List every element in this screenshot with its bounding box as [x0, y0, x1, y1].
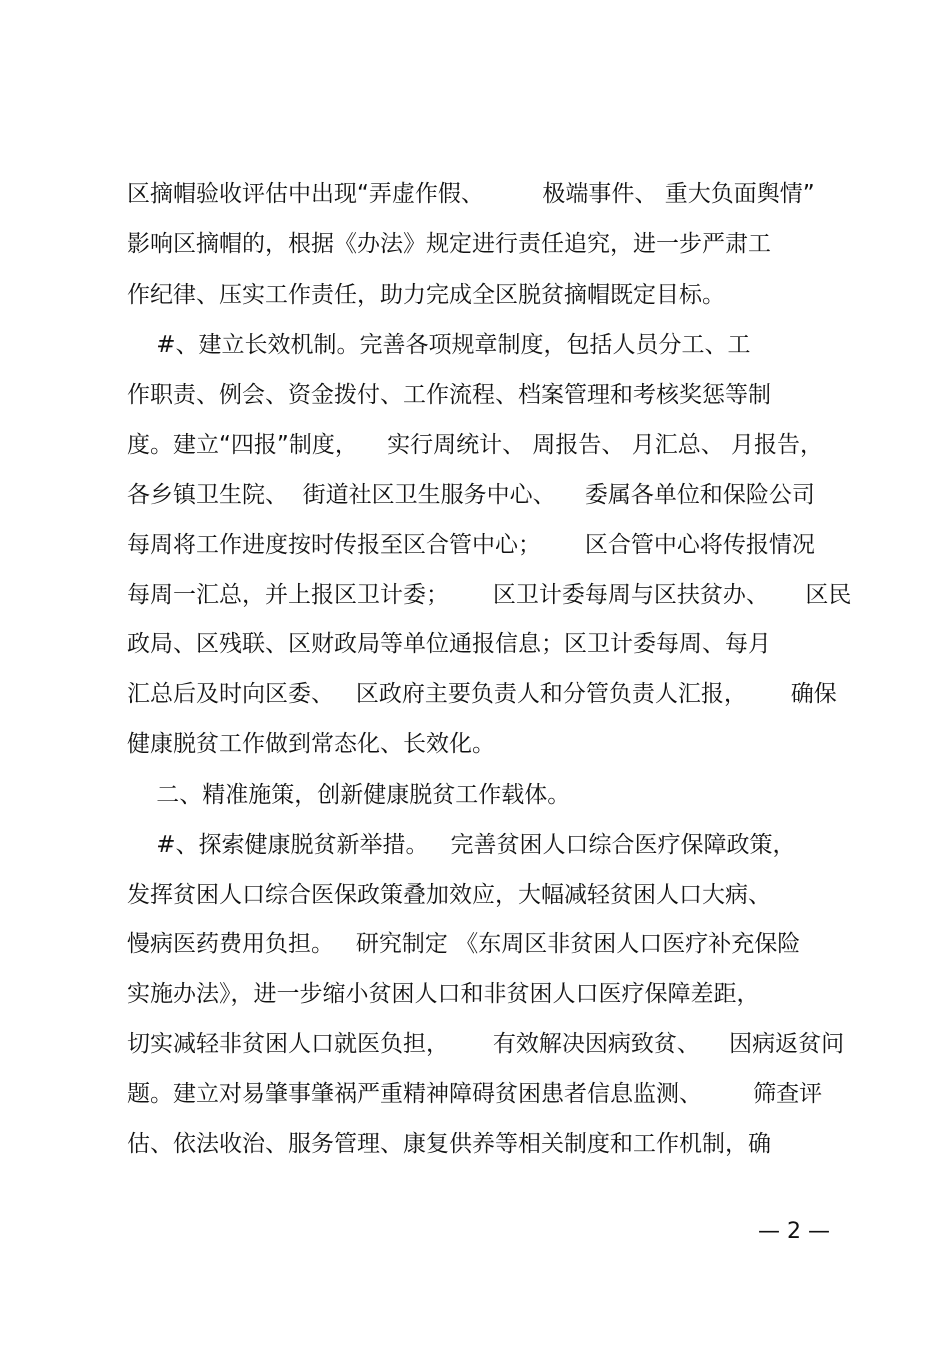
text-line-7: 各乡镇卫生院、 街道社区卫生服务中心、 委属各单位和保险公司 [127, 482, 815, 508]
text-line-10: 政局、区残联、区财政局等单位通报信息；区卫计委每周、每月 [127, 631, 771, 657]
text-line-19: 题。建立对易肇事肇祸严重精神障碍贫困患者信息监测、 筛查评 [127, 1081, 823, 1107]
text-line-4: #、建立长效机制。完善各项规章制度，包括人员分工、工 [127, 332, 751, 358]
text-line-9: 每周一汇总，并上报区卫计委； 区卫计委每周与区扶贫办、 区民 [127, 582, 852, 608]
text-line-1: 区摘帽验收评估中出现“弄虚作假、 极端事件、 重大负面舆情” [127, 181, 815, 207]
text-line-14: #、探索健康脱贫新举措。 完善贫困人口综合医疗保障政策， [127, 832, 796, 858]
text-line-17: 实施办法》，进一步缩小贫困人口和非贫困人口医疗保障差距， [127, 981, 760, 1007]
text-line-11: 汇总后及时向区委、 区政府主要负责人和分管负责人汇报， 确保 [127, 681, 837, 707]
page-number: — 2 — [758, 1219, 830, 1244]
text-line-15: 发挥贫困人口综合医保政策叠加效应，大幅减轻贫困人口大病、 [127, 882, 771, 908]
text-line-16: 慢病医药费用负担。 研究制定 《东周区非贫困人口医疗补充保险 [127, 931, 801, 957]
text-line-6: 度。建立“四报”制度， 实行周统计、 周报告、 月汇总、 月报告， [127, 432, 824, 458]
text-line-20: 估、依法收治、服务管理、康复供养等相关制度和工作机制，确 [127, 1131, 771, 1157]
text-line-5: 作职责、例会、资金拨付、工作流程、档案管理和考核奖惩等制 [127, 382, 771, 408]
text-line-8: 每周将工作进度按时传报至区合管中心； 区合管中心将传报情况 [127, 532, 815, 558]
text-line-2: 影响区摘帽的，根据《办法》规定进行责任追究，进一步严肃工 [127, 231, 771, 257]
text-line-18: 切实减轻非贫困人口就医负担， 有效解决因病致贫、 因病返贫问 [127, 1031, 845, 1057]
text-line-13: 二、精准施策，创新健康脱贫工作载体。 [127, 782, 571, 808]
text-line-12: 健康脱贫工作做到常态化、长效化。 [127, 731, 495, 757]
text-line-3: 作纪律、压实工作责任，助力完成全区脱贫摘帽既定目标。 [127, 282, 725, 308]
